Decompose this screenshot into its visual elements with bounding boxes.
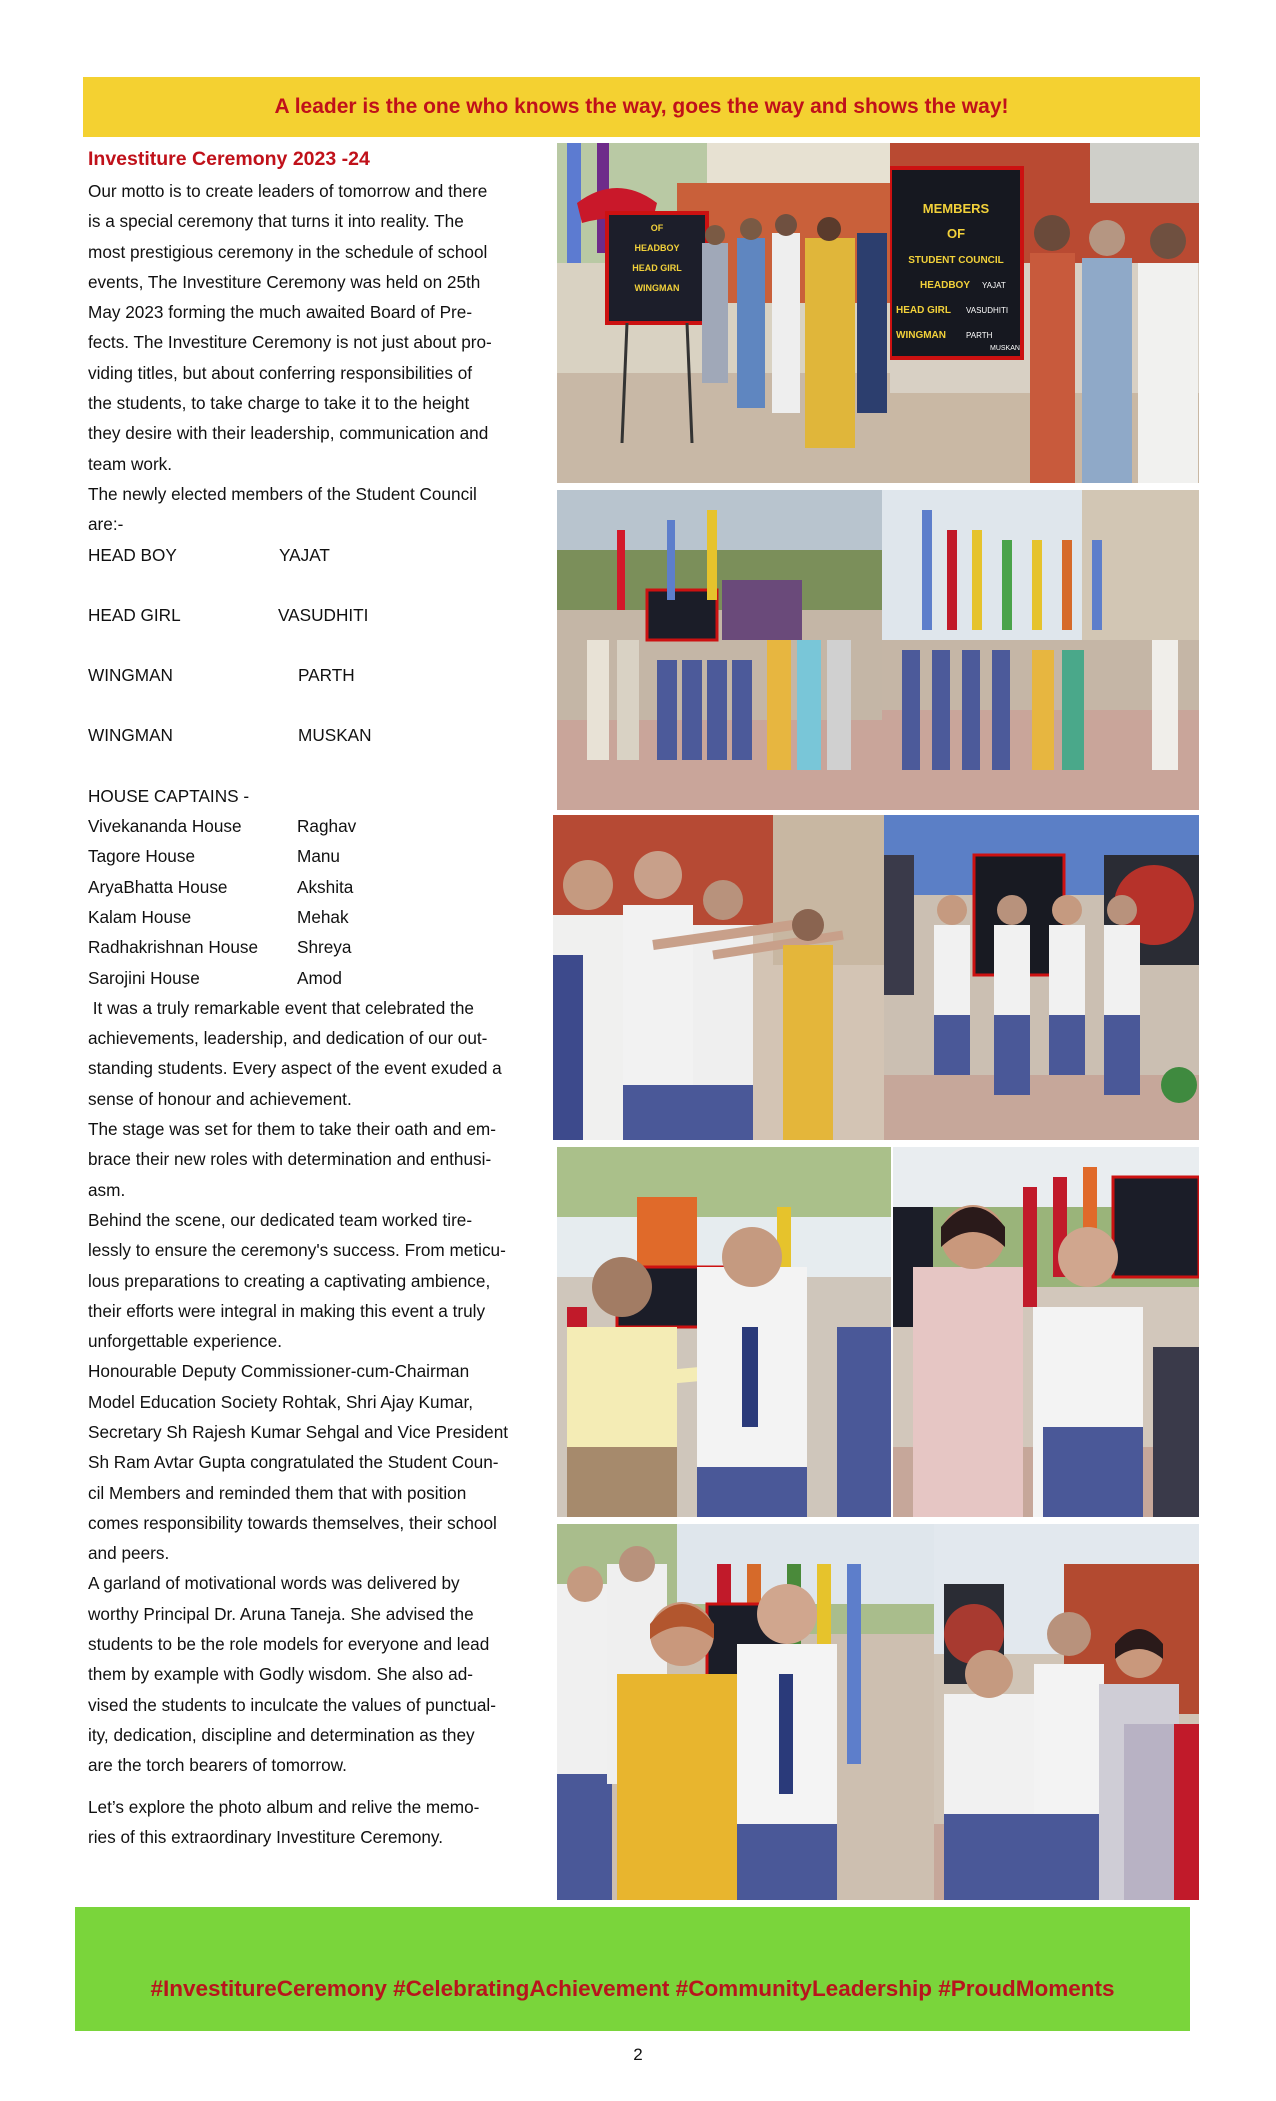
body-line: sense of honour and achievement. bbox=[88, 1088, 352, 1109]
board-text-headgirl: HEAD GIRL bbox=[632, 263, 682, 273]
house-name: Sarojini House bbox=[88, 967, 200, 988]
photo-board-unveiling bbox=[557, 143, 890, 483]
board-text-headboy: HEADBOY bbox=[920, 280, 971, 291]
board-text-parth: PARTH bbox=[966, 331, 993, 340]
body-line: vised the students to inculcate the values of punctual- bbox=[88, 1694, 496, 1715]
house-name: Radhakrishnan House bbox=[88, 937, 259, 958]
body-line: Sh Ram Avtar Gupta congratulated the Student Coun- bbox=[88, 1452, 499, 1473]
captain-name: Mehak bbox=[297, 906, 349, 927]
captain-name: Raghav bbox=[297, 816, 357, 837]
intro-line: is a special ceremony that turns it into reality. The bbox=[88, 211, 464, 232]
intro-line: May 2023 forming the much awaited Board of Pre- bbox=[88, 302, 473, 323]
body-line: their efforts were integral in making this event a truly bbox=[88, 1300, 486, 1321]
body-line: Honourable Deputy Commissioner-cum-Chairman bbox=[88, 1361, 470, 1382]
board-text-headboy: HEADBOY bbox=[634, 243, 680, 253]
council-row bbox=[88, 660, 553, 690]
body-line: ity, dedication, discipline and determination as they bbox=[88, 1724, 475, 1745]
house-name: Vivekananda House bbox=[88, 816, 242, 837]
house-captain-row bbox=[88, 932, 553, 962]
closing-line: Let’s explore the photo album and relive the memo- bbox=[88, 1796, 480, 1817]
board-text-yajat: YAJAT bbox=[982, 281, 1006, 290]
article-title: Investiture Ceremony 2023 -24 bbox=[88, 148, 370, 170]
photo-group-council-guests bbox=[557, 490, 882, 810]
board-text-wingman: WINGMAN bbox=[896, 330, 946, 341]
photo-oath-taking bbox=[553, 815, 884, 1140]
quote-text: A leader is the one who knows the way, goes the way and shows the way! bbox=[274, 95, 1009, 118]
intro-line: the students, to take charge to take it to the height bbox=[88, 393, 470, 414]
photo-board-closeup-guests bbox=[890, 143, 1199, 483]
photo-badge-pinning-woman bbox=[893, 1147, 1199, 1517]
body-line: brace their new roles with determination and enthusi- bbox=[88, 1149, 492, 1170]
council-role: HEAD GIRL bbox=[88, 604, 181, 625]
captain-name: Amod bbox=[297, 967, 342, 988]
article-text-column bbox=[88, 142, 553, 1852]
intro-line: Our motto is to create leaders of tomorrow and there bbox=[88, 181, 488, 201]
photo-group-flags bbox=[882, 490, 1199, 810]
board-text-headgirl: HEAD GIRL bbox=[896, 305, 951, 316]
body-line: A garland of motivational words was delivered by bbox=[88, 1573, 460, 1594]
board-text-wingman: WINGMAN bbox=[634, 283, 680, 293]
council-role: HEAD BOY bbox=[88, 544, 177, 565]
house-captain-row bbox=[88, 841, 553, 871]
photo-sash-teacher bbox=[934, 1524, 1199, 1900]
council-name: YAJAT bbox=[279, 544, 330, 565]
hashtag-banner bbox=[75, 1907, 1190, 2031]
body-line: Model Education Society Rohtak, Shri Ajay Kumar, bbox=[88, 1391, 474, 1412]
intro-line: they desire with their leadership, communication and bbox=[88, 423, 489, 444]
house-captain-row bbox=[88, 902, 553, 932]
council-role: WINGMAN bbox=[88, 665, 173, 686]
quote-banner bbox=[83, 77, 1200, 137]
house-name: Tagore House bbox=[88, 846, 196, 867]
board-text-of: OF bbox=[650, 223, 664, 233]
house-captain-row bbox=[88, 963, 553, 993]
body-line: Behind the scene, our dedicated team worked tire- bbox=[88, 1209, 473, 1230]
council-name: PARTH bbox=[298, 665, 355, 686]
photo-sash-principal bbox=[557, 1524, 934, 1900]
board-text-muskan: MUSKAN bbox=[990, 345, 1020, 352]
intro-line: events, The Investiture Ceremony was held on 25th bbox=[88, 271, 481, 292]
house-name: Kalam House bbox=[88, 906, 192, 927]
body-line: them by example with Godly wisdom. She also ad- bbox=[88, 1664, 473, 1685]
council-name: VASUDHITI bbox=[278, 604, 369, 625]
closing-line: ries of this extraordinary Investiture Ceremony. bbox=[88, 1826, 444, 1847]
board-text-of: OF bbox=[946, 226, 966, 241]
body-line: lous preparations to creating a captivating ambience, bbox=[88, 1270, 491, 1291]
body-line: cil Members and reminded them that with position bbox=[88, 1482, 467, 1503]
captain-name: Shreya bbox=[297, 937, 352, 958]
body-line: achievements, leadership, and dedication of our out- bbox=[88, 1028, 488, 1049]
body-line: worthy Principal Dr. Aruna Taneja. She advised the bbox=[88, 1603, 474, 1624]
body-line: unforgettable experience. bbox=[88, 1331, 282, 1352]
photo-council-four-standing bbox=[884, 815, 1199, 1140]
body-line: and peers. bbox=[88, 1543, 170, 1564]
board-text-members: MEMBERS bbox=[922, 201, 990, 216]
hashtags-text: #InvestitureCeremony #CelebratingAchievement #CommunityLeadership #ProudMoments bbox=[150, 1976, 1115, 2001]
council-role: WINGMAN bbox=[88, 725, 173, 746]
intro-line: viding titles, but about conferring responsibilities of bbox=[88, 362, 473, 383]
page-number: 2 bbox=[633, 2045, 643, 2064]
body-line: are the torch bearers of tomorrow. bbox=[88, 1755, 347, 1776]
intro-line: team work. bbox=[88, 453, 173, 474]
house-captains-heading: HOUSE CAPTAINS - bbox=[88, 785, 250, 806]
captain-name: Manu bbox=[297, 846, 340, 867]
council-row bbox=[88, 720, 553, 750]
body-line: students to be the role models for everyone and lead bbox=[88, 1634, 490, 1655]
house-captain-row bbox=[88, 872, 553, 902]
body-line: asm. bbox=[88, 1179, 126, 1200]
intro-line: most prestigious ceremony in the schedule of school bbox=[88, 241, 488, 262]
council-row bbox=[88, 540, 553, 570]
photo-badge-pinning-man bbox=[557, 1147, 891, 1517]
intro-line: are:- bbox=[88, 514, 124, 535]
captain-name: Akshita bbox=[297, 876, 354, 897]
body-line: standing students. Every aspect of the event exuded a bbox=[88, 1058, 502, 1079]
board-text-vasudhiti: VASUDHITI bbox=[966, 306, 1009, 315]
body-line: The stage was set for them to take their oath and em- bbox=[88, 1119, 496, 1140]
intro-line: The newly elected members of the Student Council bbox=[88, 483, 477, 504]
intro-line: fects. The Investiture Ceremony is not just about pro- bbox=[88, 332, 492, 353]
council-name: MUSKAN bbox=[298, 725, 372, 746]
house-captain-row bbox=[88, 811, 553, 841]
council-row bbox=[88, 600, 553, 630]
body-line: It was a truly remarkable event that celebrated the bbox=[88, 997, 474, 1018]
house-name: AryaBhatta House bbox=[88, 876, 228, 897]
body-line: lessly to ensure the ceremony's success. From meticu- bbox=[88, 1240, 506, 1261]
board-text-student-council: STUDENT COUNCIL bbox=[908, 255, 1004, 266]
body-line: Secretary Sh Rajesh Kumar Sehgal and Vice President bbox=[88, 1421, 509, 1442]
body-line: comes responsibility towards themselves, their school bbox=[88, 1512, 497, 1533]
